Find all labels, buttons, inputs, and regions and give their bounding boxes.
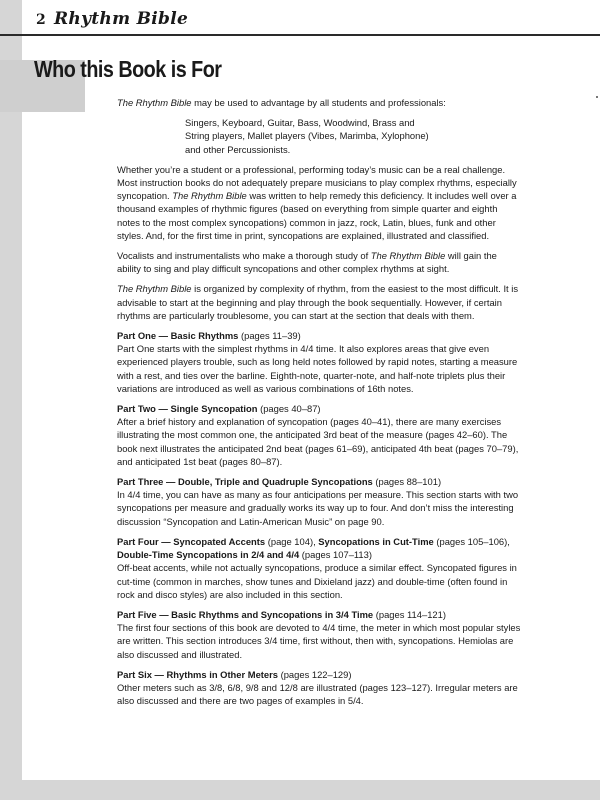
part-heading: Syncopations in Cut-Time xyxy=(318,535,434,547)
instrument-list xyxy=(117,116,522,156)
part-four-section: Part Four — Syncopated Accents (page 104), Syncopations in Cut-Time (pages 105–106), Double-Time Syncopations in 2/4 and 4/4 (pages 107–113) Off-beat accents, while not actually syncopations, produce a similar effect. Syncopated figures in cut-time (common in marches, show tunes and Dixieland jazz) and double-time (often found in rock and disco styles) are also included in this section. xyxy=(117,535,517,600)
page-title: Who this Book is For xyxy=(34,56,222,82)
page-bottom-band xyxy=(0,780,600,800)
list-item: and other Percussionists. xyxy=(185,143,291,155)
list-item: Singers, Keyboard, Guitar, Bass, Woodwind, Brass and xyxy=(185,117,415,129)
book-title: The Rhythm Bible xyxy=(172,190,247,202)
paragraph: Vocalists and instrumentalists who make a thorough study of The Rhythm Bible will gain the ability to sing and play difficult syncopations and other complex rhythms at sight. xyxy=(117,250,497,275)
part-heading: Part One — Basic Rhythms xyxy=(117,330,239,342)
paragraph: The Rhythm Bible is organized by complexity of rhythm, from the easiest to the most difficult. It is advisable to start at the beginning and play through the book sequentially. However, if certain rhythms are particularly troublesome, you can start at the section that deals with them. xyxy=(117,283,519,321)
book-title: The Rhythm Bible xyxy=(117,283,192,295)
intro-paragraph: The Rhythm Bible may be used to advantage by all students and professionals: xyxy=(117,97,446,108)
part-heading: Part Four — Syncopated Accents xyxy=(117,535,266,547)
part-two-section: Part Two — Single Syncopation (pages 40–87) After a brief history and explanation of syncopation (pages 40–41), there are many exercises illustrating the most common one, the anticipated 3rd beat of the measure (pages 42–60). The book next illustrates the anticipated 2nd beat (pages 61–69), anticipated 4th beat (pages 70–79), and anticipated 1st beat (pages 80–87). xyxy=(117,403,519,467)
part-six-section: Part Six — Rhythms in Other Meters (pages 122–129) Other meters such as 3/8, 6/8, 9/8 and 12/8 are illustrated (pages 123–127). Irregular meters are also discussed and there are two pages of examples in 5/4. xyxy=(117,668,518,707)
part-heading: Part Two — Single Syncopation xyxy=(117,403,258,415)
body-text xyxy=(117,96,522,714)
part-heading: Double-Time Syncopations in 2/4 and 4/4 xyxy=(117,549,300,561)
page-number: 2 xyxy=(36,12,46,28)
part-three-section: Part Three — Double, Triple and Quadruple Syncopations (pages 88–101) In 4/4 time, you can have as many as four anticipations per measure. This section starts with two syncopations per measure and gradually works its way up to four. And don’t miss the interesting discussion “Syncopation and Latin-American Music” on page 90. xyxy=(117,476,519,527)
list-item: String players, Mallet players (Vibes, Marimba, Xylophone) xyxy=(185,130,429,142)
part-heading: Part Six — Rhythms in Other Meters xyxy=(117,668,278,680)
book-title: The Rhythm Bible xyxy=(370,250,446,262)
margin-mark xyxy=(596,96,598,98)
part-five-section: Part Five — Basic Rhythms and Syncopations in 3/4 Time (pages 114–121) The first four sections of this book are devoted to 4/4 time, the meter in which most popular styles are written. This section introduces 3/4 time, first without, then with, syncopations. Hemiolas are also discussed and illustrated. xyxy=(117,608,521,660)
book-title: The Rhythm Bible xyxy=(117,97,192,108)
part-heading: Part Three — Double, Triple and Quadruple Syncopations xyxy=(117,476,373,488)
part-one-section: Part One — Basic Rhythms (pages 11–39) Part One starts with the simplest rhythms in 4/4 time. It also explores areas that give even experienced players trouble, such as long held notes followed by rapid notes, starting a measure with a rest, and ties over the barline. Eighth-note, quarter-note, and half-note triplets plus their variations are introduced as well as various combinations of 16th notes. xyxy=(117,330,518,394)
header-rule xyxy=(0,34,600,36)
page-margin-bar xyxy=(0,0,22,800)
paragraph: Whether you’re a student or a professional, performing today’s music can be a real challenge. Most instruction books do not adequately prepare musicians to play complex rhythms, especially syncopation. The Rhythm Bible was written to help remedy this deficiency. It includes well over a thousand examples of rhythmic figures (based on everything from simple quarter and eighth notes to the most complex syncopations) common in jazz, rock, Latin, blues, funk and other styles. And, for the first time in print, syncopations are explained, illustrated and classified. xyxy=(117,163,517,241)
running-head: Rhythm Bible xyxy=(54,9,189,29)
part-heading: Part Five — Basic Rhythms and Syncopations in 3/4 Time xyxy=(117,608,374,620)
